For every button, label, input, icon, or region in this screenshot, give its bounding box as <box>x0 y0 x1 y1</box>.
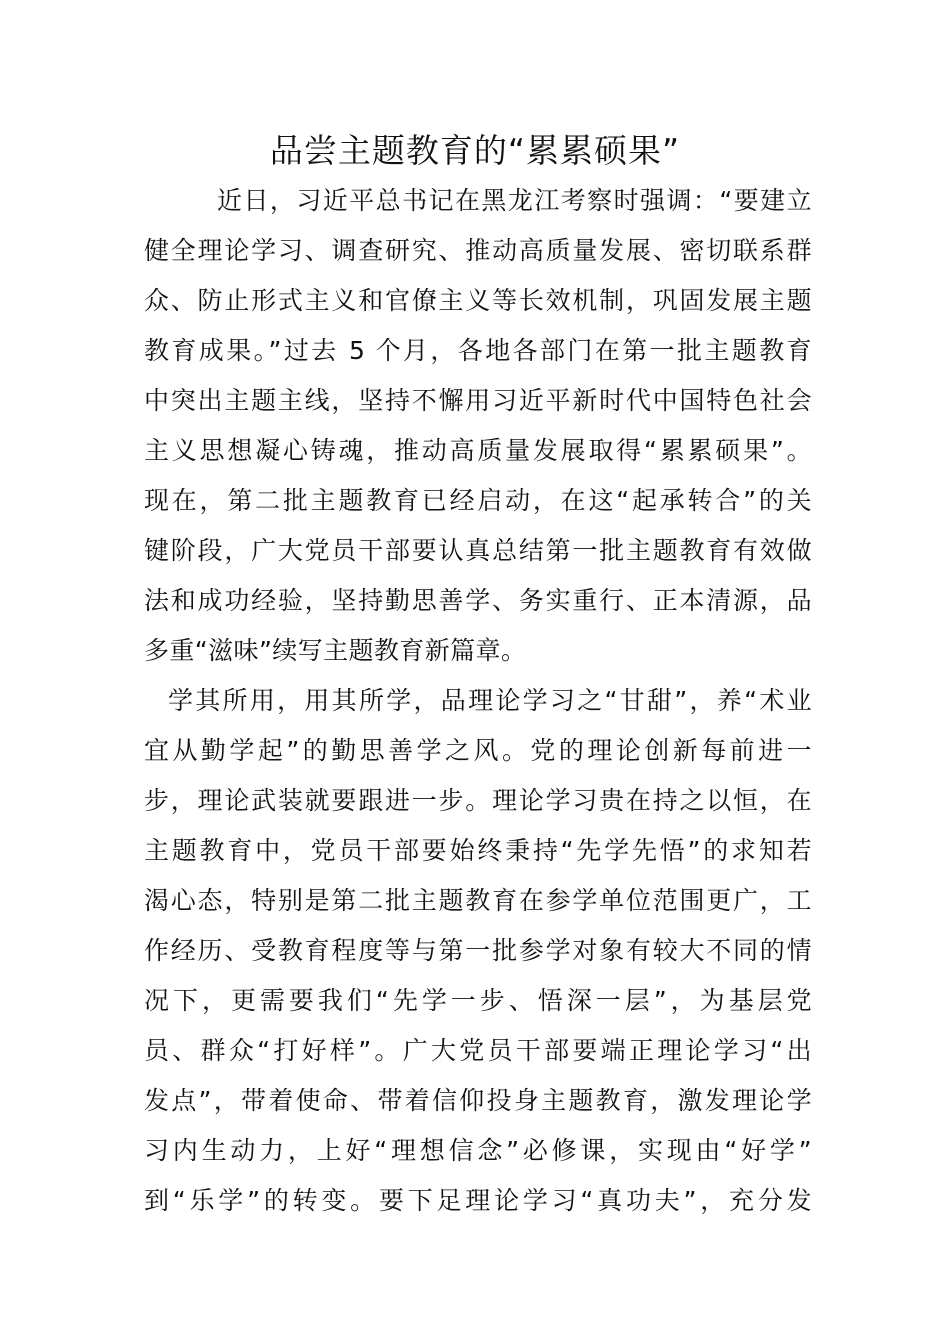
text-line: 众、防止形式主义和官僚主义等长效机制，巩固发展主题 <box>144 286 812 315</box>
text-line: 多重“滋味”续写主题教育新篇章。 <box>144 636 527 665</box>
text-line: 作经历、受教育程度等与第一批参学对象有较大不同的情 <box>144 936 812 965</box>
text-line: 法和成功经验，坚持勤思善学、务实重行、正本清源，品 <box>144 586 812 615</box>
text-line: 习内生动力，上好“理想信念”必修课，实现由“好学” <box>144 1136 812 1165</box>
text-line: 键阶段，广大党员干部要认真总结第一批主题教育有效做 <box>144 536 812 565</box>
text-line: 到“乐学”的转变。要下足理论学习“真功夫”，充分发 <box>144 1186 812 1215</box>
text-line: 况下，更需要我们“先学一步、悟深一层”，为基层党 <box>144 986 812 1015</box>
text-line: 中突出主题主线，坚持不懈用习近平新时代中国特色社会 <box>144 386 812 415</box>
text-line: 渴心态，特别是第二批主题教育在参学单位范围更广，工 <box>144 886 812 915</box>
paragraph-1 <box>144 176 812 676</box>
text-line: 近日，习近平总书记在黑龙江考察时强调：“要建立 <box>217 186 812 215</box>
text-line: 学其所用，用其所学，品理论学习之“甘甜”，养“术业 <box>168 686 812 715</box>
text-line: 员、群众“打好样”。广大党员干部要端正理论学习“出 <box>144 1036 812 1065</box>
paragraph-2 <box>144 676 812 1226</box>
text-line: 教育成果。”过去 5 个月，各地各部门在第一批主题教育 <box>144 336 812 365</box>
document-title: 品尝主题教育的“累累硕果” <box>269 131 681 170</box>
text-line: 宜从勤学起”的勤思善学之风。党的理论创新每前进一 <box>144 736 812 765</box>
text-line: 健全理论学习、调查研究、推动高质量发展、密切联系群 <box>144 236 812 265</box>
text-line: 现在，第二批主题教育已经启动，在这“起承转合”的关 <box>144 486 812 515</box>
text-line: 发点”，带着使命、带着信仰投身主题教育，激发理论学 <box>144 1086 812 1115</box>
text-line: 主题教育中，党员干部要始终秉持“先学先悟”的求知若 <box>144 836 812 865</box>
text-line: 主义思想凝心铸魂，推动高质量发展取得“累累硕果”。 <box>144 436 812 465</box>
document-body <box>144 176 812 1226</box>
text-line: 步，理论武装就要跟进一步。理论学习贵在持之以恒，在 <box>144 786 812 815</box>
